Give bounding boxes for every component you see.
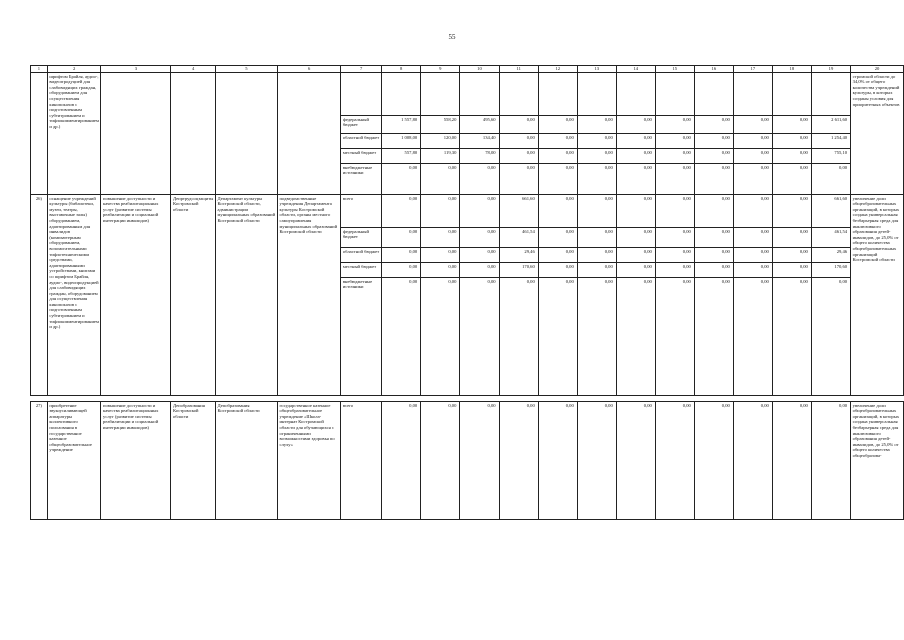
amount-v14: 0,00 xyxy=(616,228,655,248)
column-number-10: 10 xyxy=(460,66,499,73)
amount-v11: 0,00 xyxy=(499,164,538,195)
amount-v14: 0,00 xyxy=(616,149,655,164)
amount-v11: 0,00 xyxy=(499,116,538,134)
amount-v18: 0,00 xyxy=(772,228,811,248)
row-number xyxy=(31,73,48,195)
funding-source: федеральный бюджет xyxy=(341,116,382,134)
measure-name: оснащение учреждений культуры (библиотеки, музеи, театры, выставочные залы) оборудованием, адаптированным для инвалидов (компьютерным оборудованием, вспомогательными тифлотехническими средствами, адаптированными устройствами, книгами со шрифтом Брайля, аудио-, видеопродукцией для слабовидящих граждан, оборудованием для осуществления кинопоказов с подготовленным субтитрованием и тифлокомментированием и др.) xyxy=(47,195,101,396)
funding-source: внебюджетные источники xyxy=(341,164,382,195)
amount-v19: 29,46 xyxy=(811,248,850,263)
column-number-17: 17 xyxy=(733,66,772,73)
funding-source: областной бюджет xyxy=(341,134,382,149)
amount-v14: 0,00 xyxy=(616,248,655,263)
participants: государственное казенное общеобразовательное учреждение «Школа-интернат Костромской области для обучающихся с ограниченными возможностями здоровья по слуху» xyxy=(277,402,340,520)
amount-v15: 0,00 xyxy=(655,248,694,263)
amount-v19: 755,10 xyxy=(811,149,850,164)
amount-v19: 170,60 xyxy=(811,263,850,278)
amount-v16: 0,00 xyxy=(694,402,733,520)
amount-v14: 0,00 xyxy=(616,402,655,520)
amount-v17: 0,00 xyxy=(733,263,772,278)
table-body xyxy=(31,73,904,520)
amount-v19: 0,00 xyxy=(811,278,850,396)
amount-v11: 0,00 xyxy=(499,278,538,396)
amount-v12: 0,00 xyxy=(538,278,577,396)
amount-v12: 0,00 xyxy=(538,164,577,195)
column-number-13: 13 xyxy=(577,66,616,73)
amount-v15: 0,00 xyxy=(655,149,694,164)
expected-result: увеличение доли общеобразовательных организаций, в которых создана универсальная безбарьерная среда для инклюзивного образования детей-инвалидов, до 25,0% от общего количества общеобразовательных организаций Костромской области xyxy=(851,195,904,396)
participants: подведомственные учреждения Департамента культуры Костромской области, органы местного самоуправления муниципальных образований Костромской области xyxy=(277,195,340,396)
amount-v10: 134,40 xyxy=(460,134,499,149)
amount-v14: 0,00 xyxy=(616,116,655,134)
column-number-5: 5 xyxy=(215,66,277,73)
funding-source: внебюджетные источники xyxy=(341,278,382,396)
amount-v16: 0,00 xyxy=(694,263,733,278)
amount-v17: 0,00 xyxy=(733,164,772,195)
amount-v10: 0,00 xyxy=(460,263,499,278)
amount-v13: 0,00 xyxy=(577,116,616,134)
amount-v10: 78,00 xyxy=(460,149,499,164)
amount-v15: 0,00 xyxy=(655,228,694,248)
amount-v13: 0,00 xyxy=(577,263,616,278)
responsible-executor: Депртрудсоцзащиты Костромской области xyxy=(171,195,216,396)
amount-v8: 0,00 xyxy=(382,248,421,263)
amount-v8: 1 557,80 xyxy=(382,116,421,134)
amount-v16: 0,00 xyxy=(694,164,733,195)
amount-v15: 0,00 xyxy=(655,116,694,134)
amount-v14: 0,00 xyxy=(616,278,655,396)
amount-v10: 0,00 xyxy=(460,402,499,520)
column-number-3: 3 xyxy=(101,66,171,73)
amount-v11: 661,60 xyxy=(499,195,538,228)
amount-v14: 0,00 xyxy=(616,195,655,228)
amount-v18: 0,00 xyxy=(772,263,811,278)
amount-v13: 0,00 xyxy=(577,164,616,195)
amount-v9: 0,00 xyxy=(421,248,460,263)
amount-v19: 0,00 xyxy=(811,164,850,195)
funding-source: всего xyxy=(341,402,382,520)
amount-v9: 0,00 xyxy=(421,278,460,396)
funding-source: местный бюджет xyxy=(341,149,382,164)
amount-v12: 0,00 xyxy=(538,116,577,134)
empty-cell-col12 xyxy=(538,73,577,116)
co-executors: Департамент культуры Костромской области, администрации муниципальных образований Костромской области xyxy=(215,195,277,396)
column-number-8: 8 xyxy=(382,66,421,73)
amount-v8: 1 008,00 xyxy=(382,134,421,149)
amount-v17: 0,00 xyxy=(733,248,772,263)
amount-v10: 0,00 xyxy=(460,195,499,228)
amount-v13: 0,00 xyxy=(577,195,616,228)
column-number-7: 7 xyxy=(341,66,382,73)
empty-cell-col5 xyxy=(215,73,277,195)
amount-v19: 2 611,60 xyxy=(811,116,850,134)
amount-v8: 0,00 xyxy=(382,228,421,248)
funding-source: местный бюджет xyxy=(341,263,382,278)
amount-v17: 0,00 xyxy=(733,195,772,228)
amount-v17: 0,00 xyxy=(733,278,772,396)
column-number-row xyxy=(31,66,904,73)
amount-v16: 0,00 xyxy=(694,149,733,164)
amount-v15: 0,00 xyxy=(655,278,694,396)
amount-v10: 495,60 xyxy=(460,116,499,134)
amount-v8: 0,00 xyxy=(382,263,421,278)
column-number-15: 15 xyxy=(655,66,694,73)
row26-row xyxy=(31,195,904,228)
amount-v17: 0,00 xyxy=(733,228,772,248)
amount-v18: 0,00 xyxy=(772,195,811,228)
empty-cell-col16 xyxy=(694,73,733,116)
amount-v14: 0,00 xyxy=(616,164,655,195)
empty-cell-col19 xyxy=(811,73,850,116)
empty-cell-col10 xyxy=(460,73,499,116)
amount-v9: 119,30 xyxy=(421,149,460,164)
amount-v18: 0,00 xyxy=(772,402,811,520)
amount-v18: 0,00 xyxy=(772,278,811,396)
co-executors: Депобразования Костромской области xyxy=(215,402,277,520)
column-number-20: 20 xyxy=(851,66,904,73)
amount-v16: 0,00 xyxy=(694,228,733,248)
row-number: 26) xyxy=(31,195,48,396)
amount-v16: 0,00 xyxy=(694,195,733,228)
empty-cell-col17 xyxy=(733,73,772,116)
column-number-16: 16 xyxy=(694,66,733,73)
empty-cell-col13 xyxy=(577,73,616,116)
empty-cell-col3 xyxy=(101,73,171,195)
measure-purpose: повышение доступности и качества реабилитационных услуг (развитие системы реабилитации и социальной интеграции инвалидов) xyxy=(101,402,171,520)
empty-cell-col11 xyxy=(499,73,538,116)
amount-v8: 0,00 xyxy=(382,195,421,228)
amount-v12: 0,00 xyxy=(538,149,577,164)
funding-source: федеральный бюджет xyxy=(341,228,382,248)
column-number-14: 14 xyxy=(616,66,655,73)
amount-v16: 0,00 xyxy=(694,116,733,134)
column-number-18: 18 xyxy=(772,66,811,73)
amount-v13: 0,00 xyxy=(577,134,616,149)
amount-v12: 0,00 xyxy=(538,402,577,520)
column-number-19: 19 xyxy=(811,66,850,73)
amount-v16: 0,00 xyxy=(694,248,733,263)
amount-v9: 0,00 xyxy=(421,195,460,228)
measure-purpose: повышение доступности и качества реабилитационных услуг (развитие системы реабилитации и социальной интеграции инвалидов) xyxy=(101,195,171,396)
amount-v15: 0,00 xyxy=(655,134,694,149)
empty-cell-col9 xyxy=(421,73,460,116)
amount-v9: 0,00 xyxy=(421,402,460,520)
amount-v19: 0,00 xyxy=(811,402,850,520)
column-number-1: 1 xyxy=(31,66,48,73)
amount-v13: 0,00 xyxy=(577,278,616,396)
amount-v18: 0,00 xyxy=(772,149,811,164)
expected-result: стромской области до 34,0% от общего количества учреждений культуры, в которых созданы условия для приоритетных объектов xyxy=(851,73,904,195)
column-number-12: 12 xyxy=(538,66,577,73)
amount-v12: 0,00 xyxy=(538,248,577,263)
column-number-2: 2 xyxy=(47,66,101,73)
amount-v19: 661,60 xyxy=(811,195,850,228)
funding-source: областной бюджет xyxy=(341,248,382,263)
amount-v17: 0,00 xyxy=(733,134,772,149)
amount-v15: 0,00 xyxy=(655,164,694,195)
amount-v18: 0,00 xyxy=(772,134,811,149)
amount-v8: 0,00 xyxy=(382,278,421,396)
amount-v19: 1 254,40 xyxy=(811,134,850,149)
amount-v10: 0,00 xyxy=(460,248,499,263)
empty-cell-col4 xyxy=(171,73,216,195)
measure-name: шрифтом Брайля, аудио-, видеоrrродуцией для слабовидящих граждан, оборудованием для осуществления кинопоказов с подготовленным субтитрованием и тифлокомментированием и др.) xyxy=(47,73,101,195)
column-number-11: 11 xyxy=(499,66,538,73)
amount-v9: 0,00 xyxy=(421,228,460,248)
amount-v12: 0,00 xyxy=(538,134,577,149)
amount-v17: 0,00 xyxy=(733,402,772,520)
amount-v15: 0,00 xyxy=(655,263,694,278)
amount-v9: 120,00 xyxy=(421,134,460,149)
amount-v11: 170,60 xyxy=(499,263,538,278)
amount-v8: 0,00 xyxy=(382,164,421,195)
column-number-6: 6 xyxy=(277,66,340,73)
column-number-4: 4 xyxy=(171,66,216,73)
amount-v9: 0,00 xyxy=(421,263,460,278)
empty-cell-col6 xyxy=(277,73,340,195)
empty-cell-col15 xyxy=(655,73,694,116)
amount-v11: 0,00 xyxy=(499,149,538,164)
amount-v10: 0,00 xyxy=(460,278,499,396)
amount-v16: 0,00 xyxy=(694,278,733,396)
amount-v13: 0,00 xyxy=(577,228,616,248)
amount-v15: 0,00 xyxy=(655,195,694,228)
amount-v8: 0,00 xyxy=(382,402,421,520)
amount-v9: 558,20 xyxy=(421,116,460,134)
amount-v8: 557,80 xyxy=(382,149,421,164)
amount-v12: 0,00 xyxy=(538,228,577,248)
amount-v14: 0,00 xyxy=(616,263,655,278)
measure-name: приобретение звукоусиливающей аппаратуры коллективного пользования в государственное казенное общеобразовательное учреждение xyxy=(47,402,101,520)
amount-v19: 461,54 xyxy=(811,228,850,248)
amount-v11: 461,54 xyxy=(499,228,538,248)
program-table xyxy=(30,65,904,520)
amount-v14: 0,00 xyxy=(616,134,655,149)
amount-v17: 0,00 xyxy=(733,149,772,164)
empty-cell-col18 xyxy=(772,73,811,116)
amount-v18: 0,00 xyxy=(772,164,811,195)
row27-row xyxy=(31,402,904,520)
amount-v18: 0,00 xyxy=(772,248,811,263)
amount-v18: 0,00 xyxy=(772,116,811,134)
header-row-group xyxy=(31,66,904,73)
amount-v13: 0,00 xyxy=(577,149,616,164)
amount-v10: 0,00 xyxy=(460,164,499,195)
expected-result: увеличение доли общеобразовательных организаций, в которых создана универсальная безбарьерная среда для инклюзивного образования детей-инвалидов, до 25,0% от общего количества общеобразова- xyxy=(851,402,904,520)
funding-source: всего xyxy=(341,195,382,228)
amount-v17: 0,00 xyxy=(733,116,772,134)
amount-v16: 0,00 xyxy=(694,134,733,149)
empty-cell-col7 xyxy=(341,73,382,116)
amount-v12: 0,00 xyxy=(538,263,577,278)
amount-v10: 0,00 xyxy=(460,228,499,248)
cont-spacer-row xyxy=(31,73,904,116)
amount-v11: 29,46 xyxy=(499,248,538,263)
amount-v12: 0,00 xyxy=(538,195,577,228)
empty-cell-col14 xyxy=(616,73,655,116)
amount-v11: 0,00 xyxy=(499,402,538,520)
column-number-9: 9 xyxy=(421,66,460,73)
empty-cell-col8 xyxy=(382,73,421,116)
amount-v9: 0,00 xyxy=(421,164,460,195)
amount-v13: 0,00 xyxy=(577,402,616,520)
amount-v13: 0,00 xyxy=(577,248,616,263)
amount-v11: 0,00 xyxy=(499,134,538,149)
row-number: 27) xyxy=(31,402,48,520)
amount-v15: 0,00 xyxy=(655,402,694,520)
page-number: 55 xyxy=(448,33,456,41)
responsible-executor: Депобразования Костромской области xyxy=(171,402,216,520)
